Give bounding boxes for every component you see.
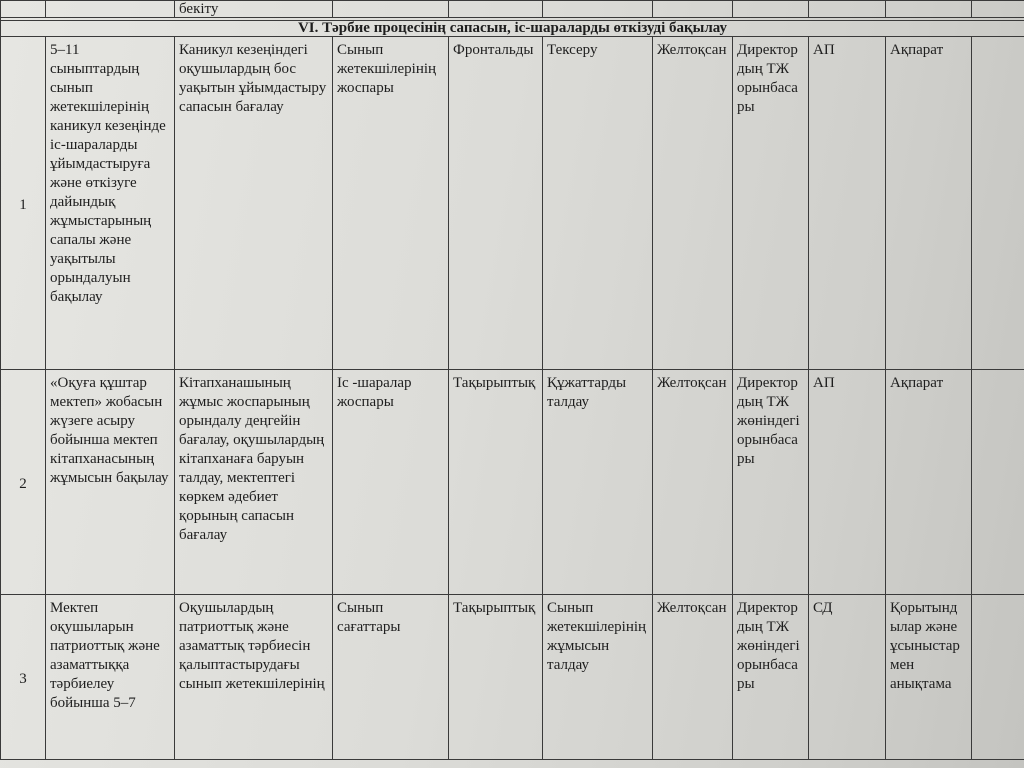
cell-object: Іс -шаралар жоспары — [333, 370, 449, 595]
cell-responsible: Директордың ТЖ жөніндегі орынбасары — [733, 595, 809, 760]
cell-place: АП — [809, 370, 886, 595]
section-title: VI. Тәрбие процесінің сапасын, іс-шараларды өткізуді бақылау — [1, 21, 1024, 37]
cell-type: Тақырыптық — [449, 595, 543, 760]
table-row — [1, 37, 1024, 370]
cell-object: Сынып сағаттары — [333, 595, 449, 760]
row-number: 1 — [1, 37, 46, 370]
cell-result: Ақпарат — [886, 370, 972, 595]
cell-date: Желтоқсан — [653, 595, 733, 760]
row-number: 3 — [1, 595, 46, 760]
cell-goal: Кітапханашының жұмыс жоспарының орындалу деңгейін бағалау, оқушылардың кітапханаға баруын талдау, мектептегі көркем әдебиет қорының сапасын бағалау — [175, 370, 333, 595]
cell-place: СД — [809, 595, 886, 760]
cell-date: Желтоқсан — [653, 370, 733, 595]
cell-result: Қорытындылар және ұсыныстармен анықтама — [886, 595, 972, 760]
cell-responsible: Директордың ТЖ жөніндегі орынбасары — [733, 370, 809, 595]
section-header-row — [1, 21, 1024, 37]
cell-topic: «Оқуға құштар мектеп» жобасын жүзеге асыру бойынша мектеп кітапханасының жұмысын бақылау — [46, 370, 175, 595]
cell-topic: 5–11 сыныптардың сынып жетекшілерінің каникул кезеңінде іс-шараларды ұйымдастыруға және өткізуге дайындық жұмыстарының сапалы және уақытылы орындалуын бақылау — [46, 37, 175, 370]
cell-goal: Оқушылардың патриоттық және азаматтық тәрбиесін қалыптастырудағы сынып жетекшілерінің — [175, 595, 333, 760]
row-number: 2 — [1, 370, 46, 595]
cell-place: АП — [809, 37, 886, 370]
table-row — [1, 370, 1024, 595]
cell-type: Фронтальды — [449, 37, 543, 370]
cell-method: Сынып жетекшілерінің жұмысын талдау — [543, 595, 653, 760]
cell-method: Құжаттарды талдау — [543, 370, 653, 595]
cell-goal: Каникул кезеңіндегі оқушылардың бос уақытын ұйымдастыру сапасын бағалау — [175, 37, 333, 370]
cell-responsible: Директордың ТЖ орынбасары — [733, 37, 809, 370]
header-fragment: бекіту — [175, 1, 333, 18]
cell-topic: Мектеп оқушыларын патриоттық және азаматтыққа тәрбиелеу бойынша 5–7 — [46, 595, 175, 760]
previous-row-fragment — [1, 1, 1024, 18]
cell-result: Ақпарат — [886, 37, 972, 370]
table-row — [1, 595, 1024, 760]
cell-method: Тексеру — [543, 37, 653, 370]
cell-object: Сынып жетекшілерінің жоспары — [333, 37, 449, 370]
cell-date: Желтоқсан — [653, 37, 733, 370]
cell-type: Тақырыптық — [449, 370, 543, 595]
